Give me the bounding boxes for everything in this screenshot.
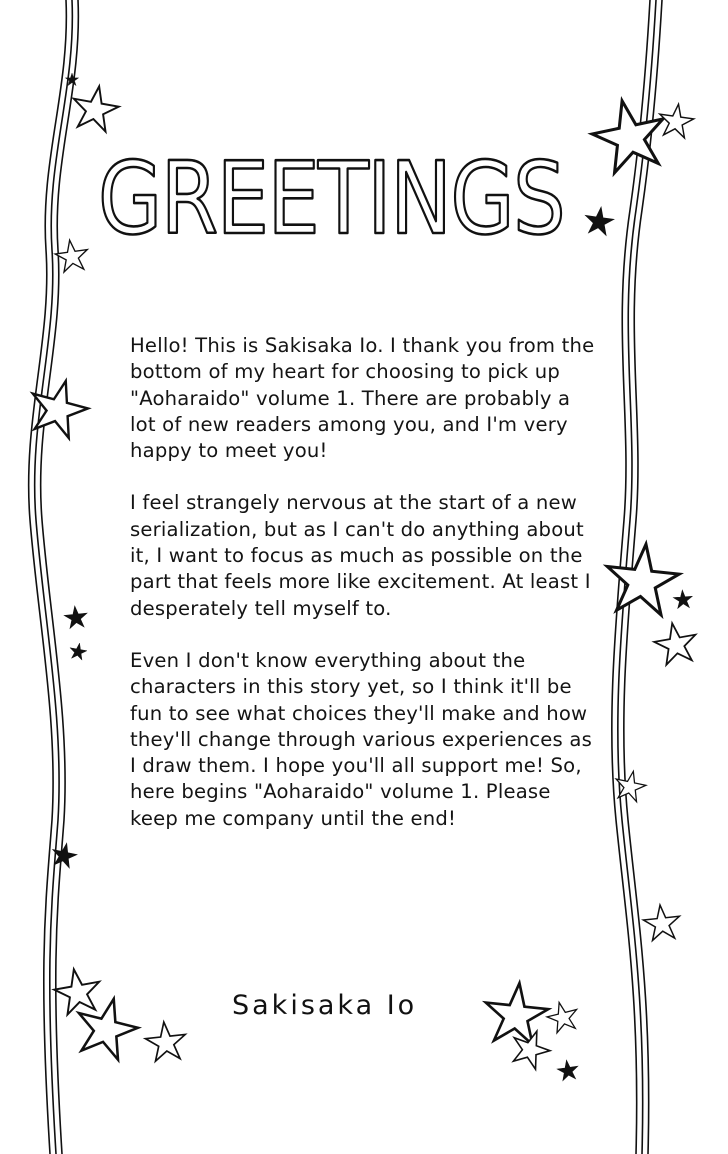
- star-filled-icon: [673, 589, 693, 608]
- star-outline-icon: [652, 620, 700, 666]
- star-filled-icon: [50, 841, 79, 869]
- letter-body: [130, 333, 600, 858]
- star-outline-icon: [603, 540, 682, 616]
- star-outline-icon: [482, 980, 551, 1046]
- star-outline-icon: [612, 768, 648, 803]
- author-signature: Sakisaka Io: [232, 990, 418, 1021]
- letter-paragraph: I feel strangely nervous at the start of a new serialization, but as I can't do anything about it, I want to focus as much as possible on the part that feels more like excitement. At least I desperately tell myself to.: [130, 491, 591, 620]
- star-filled-icon: [556, 1059, 579, 1082]
- page-title-text: GREETINGS: [98, 140, 564, 257]
- star-outline-icon: [144, 1020, 188, 1062]
- star-outline-icon: [544, 999, 581, 1034]
- page-title: [92, 128, 572, 258]
- star-outline-icon: [69, 82, 121, 133]
- star-outline-icon: [587, 93, 672, 175]
- star-outline-icon: [642, 903, 682, 941]
- star-outline-icon: [51, 965, 103, 1016]
- star-filled-icon: [68, 642, 88, 661]
- letter-paragraph: Even I don't know everything about the characters in this story yet, so I think it'll be fun to see what choices they'll make and how they'll change through various experiences as I draw them. I hope you'll all support me! So, here begins "Aoharaido" volume 1. Please keep me company until the end!: [130, 648, 592, 830]
- letter-paragraph: Hello! This is Sakisaka Io. I thank you from the bottom of my heart for choosing to pick up "Aoharaido" volume 1. There are probably a lot of new readers among you, and I'm very happy to meet you!: [130, 334, 595, 463]
- star-filled-icon: [583, 205, 615, 236]
- star-filled-icon: [63, 605, 88, 629]
